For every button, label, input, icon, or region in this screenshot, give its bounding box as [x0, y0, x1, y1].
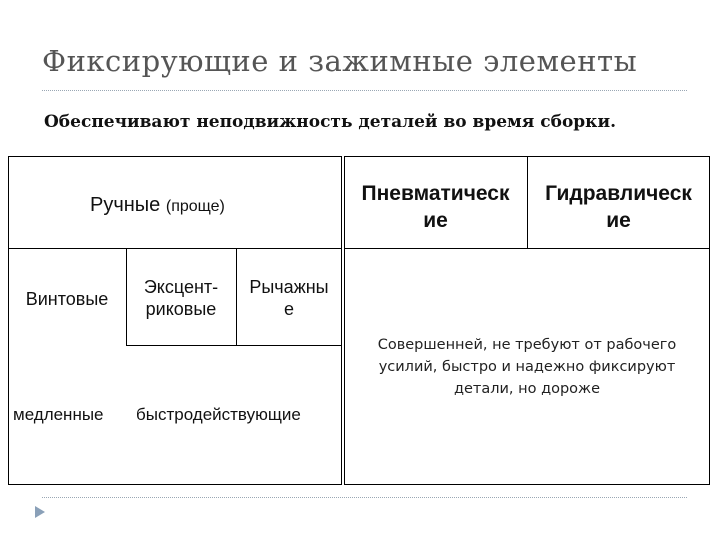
- fast-label: быстродействующие: [136, 405, 301, 424]
- manual-header-divider: [8, 248, 342, 249]
- lever-line2: е: [283, 299, 294, 319]
- hydraulic-header: [527, 180, 710, 234]
- footer-divider: [42, 497, 687, 498]
- manual-note: (проще): [165, 198, 225, 215]
- pneumatic-line1: Пневматическ: [361, 182, 510, 205]
- slow-label: медленные: [13, 405, 104, 424]
- play-triangle-icon[interactable]: [34, 505, 46, 519]
- description-line1: Совершенней, не требуют от рабочего: [377, 337, 677, 353]
- description-line2: усилий, быстро и надежно фиксируют: [378, 359, 676, 375]
- eccentric-line1: Эксцент-: [143, 277, 219, 297]
- slide-subtitle: Обеспечивают неподвижность деталей во время сборки.: [44, 112, 616, 132]
- eccentric-line2: риковые: [145, 299, 217, 319]
- eccentric-type: [126, 276, 236, 320]
- powered-description: [344, 334, 710, 400]
- screw-type: Винтовые: [25, 289, 109, 309]
- manual-sub-divider: [126, 345, 342, 346]
- hydraulic-line1: Гидравлическ: [545, 182, 692, 205]
- pneumatic-header: [344, 180, 527, 234]
- slide-title: Фиксирующие и зажимные элементы: [42, 44, 638, 78]
- lever-line1: Рычажны: [249, 277, 329, 297]
- manual-label: Ручные: [90, 194, 161, 216]
- title-divider: [42, 90, 687, 91]
- pneumatic-line2: ие: [423, 209, 448, 232]
- manual-header: [90, 194, 225, 217]
- description-line3: детали, но дороже: [453, 381, 601, 397]
- hydraulic-line2: ие: [606, 209, 631, 232]
- powered-header-divider: [344, 248, 710, 249]
- lever-type: [236, 276, 342, 320]
